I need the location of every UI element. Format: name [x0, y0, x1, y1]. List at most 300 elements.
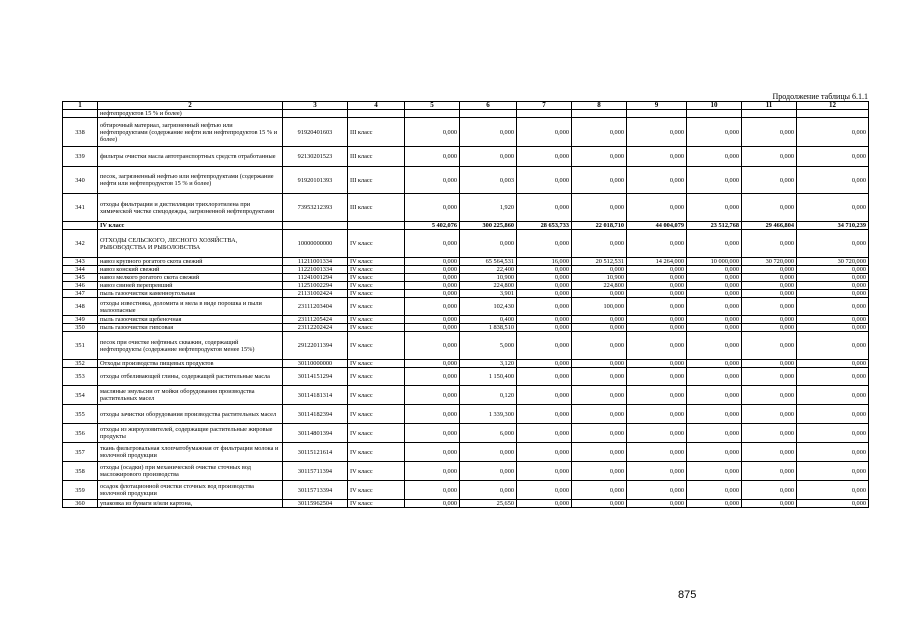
row-number-cell: 350	[63, 324, 98, 332]
value-cell: 300 225,860	[460, 222, 517, 230]
fkko-code-cell: 73953212393	[283, 194, 348, 222]
value-cell: 34 710,239	[797, 222, 869, 230]
hazard-class-cell: IV класс	[348, 258, 405, 266]
hazard-class-cell: IV класс	[348, 230, 405, 258]
fkko-code-cell	[283, 110, 348, 118]
value-cell: 0,000	[460, 230, 517, 258]
value-cell: 0,000	[405, 298, 460, 316]
value-cell: 0,000	[460, 147, 517, 167]
table-continuation-label: Продолжение таблицы 6.1.1	[772, 92, 868, 101]
value-cell: 0,000	[572, 316, 627, 324]
column-header: 12	[797, 102, 869, 110]
value-cell: 0,000	[797, 500, 869, 508]
waste-name-cell: отходы фильтрации и дистилляции трихлорэтилена при химической чистке спецодежды, загрязненной нефтепродуктами	[98, 194, 283, 222]
row-number-cell: 360	[63, 500, 98, 508]
row-number-cell: 356	[63, 424, 98, 443]
value-cell: 0,000	[572, 424, 627, 443]
value-cell: 1 339,300	[460, 405, 517, 424]
row-number-cell: 343	[63, 258, 98, 266]
value-cell: 0,000	[405, 194, 460, 222]
value-cell: 30 720,000	[742, 258, 797, 266]
value-cell: 0,000	[517, 332, 572, 360]
row-number-cell: 349	[63, 316, 98, 324]
fkko-code-cell: 23112202424	[283, 324, 348, 332]
value-cell: 0,000	[517, 405, 572, 424]
value-cell: 0,000	[627, 332, 687, 360]
value-cell: 0,000	[797, 324, 869, 332]
value-cell: 0,000	[742, 282, 797, 290]
value-cell	[627, 110, 687, 118]
value-cell: 0,000	[572, 332, 627, 360]
value-cell: 0,000	[517, 167, 572, 194]
value-cell: 0,000	[687, 405, 742, 424]
value-cell: 0,000	[797, 274, 869, 282]
fkko-code-cell: 11211001334	[283, 258, 348, 266]
row-number-cell: 339	[63, 147, 98, 167]
hazard-class-cell: IV класс	[348, 266, 405, 274]
value-cell: 0,000	[460, 481, 517, 500]
value-cell: 0,000	[797, 386, 869, 405]
value-cell	[517, 110, 572, 118]
value-cell: 0,003	[460, 167, 517, 194]
value-cell: 0,000	[687, 386, 742, 405]
value-cell: 0,000	[687, 266, 742, 274]
fkko-code-cell: 30114801394	[283, 424, 348, 443]
value-cell: 0,000	[687, 282, 742, 290]
waste-name-cell: ткань фильтровальная хлопчатобумажная от фильтрации молока и молочной продукции	[98, 443, 283, 462]
row-number-cell: 347	[63, 290, 98, 298]
fkko-code-cell: 30115121614	[283, 443, 348, 462]
waste-name-cell: отходы известняка, доломита и мела в виде порошка и пыли малоопасные	[98, 298, 283, 316]
table-row	[63, 386, 869, 405]
value-cell: 0,000	[572, 481, 627, 500]
value-cell: 0,000	[742, 405, 797, 424]
row-number-cell: 346	[63, 282, 98, 290]
waste-name-cell: масляные эмульсии от мойки оборудования производства растительных масел	[98, 386, 283, 405]
value-cell: 0,000	[572, 147, 627, 167]
value-cell: 0,000	[572, 167, 627, 194]
value-cell: 0,000	[627, 316, 687, 324]
table-row	[63, 147, 869, 167]
column-header: 6	[460, 102, 517, 110]
value-cell	[687, 110, 742, 118]
value-cell: 0,000	[742, 274, 797, 282]
value-cell: 0,120	[460, 386, 517, 405]
value-cell: 0,000	[572, 290, 627, 298]
waste-name-cell: ОТХОДЫ СЕЛЬСКОГО, ЛЕСНОГО ХОЗЯЙСТВА, РЫБОВОДСТВА И РЫБОЛОВСТВА	[98, 230, 283, 258]
waste-name-cell: навоз конский свежий	[98, 266, 283, 274]
value-cell: 0,000	[627, 118, 687, 147]
value-cell: 0,000	[627, 230, 687, 258]
hazard-class-cell: IV класс	[348, 332, 405, 360]
value-cell: 0,000	[687, 194, 742, 222]
value-cell: 5,000	[460, 332, 517, 360]
fkko-code-cell: 11251002294	[283, 282, 348, 290]
waste-name-cell: упаковка из бумаги и/или картона,	[98, 500, 283, 508]
value-cell: 0,000	[405, 290, 460, 298]
value-cell: 0,000	[687, 290, 742, 298]
value-cell: 0,000	[687, 424, 742, 443]
value-cell: 0,000	[405, 118, 460, 147]
hazard-class-cell: IV класс	[348, 324, 405, 332]
fkko-code-cell: 30114181314	[283, 386, 348, 405]
table-row	[63, 324, 869, 332]
column-header: 5	[405, 102, 460, 110]
value-cell: 0,000	[405, 274, 460, 282]
value-cell: 0,000	[517, 386, 572, 405]
value-cell: 0,000	[627, 298, 687, 316]
value-cell: 0,000	[405, 316, 460, 324]
value-cell: 0,000	[627, 266, 687, 274]
table-row	[63, 194, 869, 222]
hazard-class-cell: IV класс	[348, 298, 405, 316]
value-cell: 0,000	[797, 316, 869, 324]
value-cell: 0,000	[572, 194, 627, 222]
waste-name-cell: отходы отбеливающей глины, содержащей растительные масла	[98, 368, 283, 386]
value-cell: 0,000	[627, 443, 687, 462]
value-cell	[797, 110, 869, 118]
value-cell	[572, 110, 627, 118]
value-cell: 65 564,531	[460, 258, 517, 266]
value-cell: 0,000	[572, 405, 627, 424]
value-cell: 25,650	[460, 500, 517, 508]
fkko-code-cell: 91920401603	[283, 118, 348, 147]
value-cell: 0,000	[742, 147, 797, 167]
value-cell	[460, 110, 517, 118]
hazard-class-cell: IV класс	[348, 405, 405, 424]
table-row	[63, 266, 869, 274]
table-row	[63, 462, 869, 481]
value-cell	[405, 110, 460, 118]
value-cell: 0,000	[797, 194, 869, 222]
value-cell: 10,900	[460, 274, 517, 282]
hazard-class-cell: IV класс	[348, 500, 405, 508]
hazard-class-cell: IV класс	[348, 386, 405, 405]
table-row	[63, 222, 869, 230]
fkko-code-cell: 30110000000	[283, 360, 348, 368]
value-cell: 5 402,076	[405, 222, 460, 230]
column-header: 9	[627, 102, 687, 110]
waste-name-cell: навоз мелкого рогатого скота свежий	[98, 274, 283, 282]
table-row	[63, 282, 869, 290]
table-row	[63, 360, 869, 368]
value-cell: 0,000	[572, 360, 627, 368]
waste-name-cell: Отходы производства пищевых продуктов	[98, 360, 283, 368]
column-header: 8	[572, 102, 627, 110]
hazard-class-cell: IV класс	[348, 360, 405, 368]
value-cell: 0,000	[627, 405, 687, 424]
value-cell: 0,000	[797, 443, 869, 462]
value-cell: 224,800	[572, 282, 627, 290]
waste-name-cell: песок при очистке нефтяных скважин, содержащий нефтепродукты (содержание нефтепродуктов менее 15%)	[98, 332, 283, 360]
row-number-cell: 340	[63, 167, 98, 194]
table-row	[63, 316, 869, 324]
fkko-code-cell: 29122011394	[283, 332, 348, 360]
row-number-cell: 341	[63, 194, 98, 222]
value-cell: 0,000	[405, 230, 460, 258]
hazard-class-cell: IV класс	[348, 274, 405, 282]
fkko-code-cell: 11221001334	[283, 266, 348, 274]
table-row	[63, 405, 869, 424]
value-cell: 0,000	[460, 118, 517, 147]
table-row	[63, 290, 869, 298]
value-cell: 0,000	[627, 282, 687, 290]
value-cell: 0,000	[572, 230, 627, 258]
value-cell: 100,000	[572, 298, 627, 316]
table-row	[63, 332, 869, 360]
value-cell: 0,000	[797, 368, 869, 386]
table-row	[63, 424, 869, 443]
row-number-cell: 354	[63, 386, 98, 405]
value-cell: 0,000	[742, 230, 797, 258]
value-cell: 0,000	[517, 298, 572, 316]
waste-name-cell: отходы из жироуловителей, содержащие растительные жировые продукты	[98, 424, 283, 443]
fkko-code-cell: 30114182394	[283, 405, 348, 424]
table-row	[63, 274, 869, 282]
table-row	[63, 167, 869, 194]
row-number-cell	[63, 222, 98, 230]
value-cell: 0,000	[405, 282, 460, 290]
value-cell: 0,000	[797, 282, 869, 290]
value-cell: 224,800	[460, 282, 517, 290]
value-cell: 0,000	[797, 481, 869, 500]
value-cell: 10 000,000	[687, 258, 742, 266]
waste-name-cell: обтирочный материал, загрязненный нефтью или нефтепродуктами (содержание нефти или нефтепродуктов 15 % и более)	[98, 118, 283, 147]
waste-name-cell: фильтры очистки масла автотранспортных средств отработанные	[98, 147, 283, 167]
hazard-class-cell: IV класс	[348, 316, 405, 324]
value-cell: 10,900	[572, 274, 627, 282]
value-cell: 0,000	[627, 360, 687, 368]
value-cell: 0,000	[687, 274, 742, 282]
table-row	[63, 110, 869, 118]
value-cell: 0,000	[517, 316, 572, 324]
value-cell: 0,000	[572, 368, 627, 386]
value-cell: 22 018,710	[572, 222, 627, 230]
value-cell: 0,000	[517, 282, 572, 290]
row-number-cell	[63, 110, 98, 118]
waste-name-cell: отходы зачистки оборудования производства растительных масел	[98, 405, 283, 424]
value-cell: 14 264,000	[627, 258, 687, 266]
hazard-class-cell: III класс	[348, 118, 405, 147]
value-cell: 0,000	[572, 266, 627, 274]
value-cell: 6,000	[460, 424, 517, 443]
value-cell: 0,000	[797, 167, 869, 194]
value-cell: 0,000	[627, 386, 687, 405]
value-cell: 0,000	[742, 298, 797, 316]
value-cell: 0,000	[742, 481, 797, 500]
value-cell: 0,000	[742, 266, 797, 274]
value-cell: 0,000	[687, 230, 742, 258]
value-cell: 0,000	[572, 118, 627, 147]
value-cell: 0,000	[572, 462, 627, 481]
value-cell: 0,000	[405, 332, 460, 360]
hazard-class-cell: IV класс	[348, 424, 405, 443]
column-header: 4	[348, 102, 405, 110]
row-number-cell: 338	[63, 118, 98, 147]
value-cell: 0,000	[687, 324, 742, 332]
value-cell: 3,120	[460, 360, 517, 368]
value-cell: 0,000	[687, 443, 742, 462]
value-cell: 0,000	[687, 462, 742, 481]
header-row	[63, 102, 869, 110]
value-cell: 0,000	[517, 274, 572, 282]
value-cell: 0,000	[742, 462, 797, 481]
waste-table	[62, 101, 869, 508]
hazard-class-cell: IV класс	[348, 290, 405, 298]
value-cell: 0,000	[627, 462, 687, 481]
value-cell: 0,000	[572, 500, 627, 508]
value-cell: 0,000	[627, 424, 687, 443]
value-cell: 0,000	[687, 368, 742, 386]
value-cell: 0,000	[797, 332, 869, 360]
value-cell: 44 004,079	[627, 222, 687, 230]
fkko-code-cell: 21131002424	[283, 290, 348, 298]
value-cell: 102,430	[460, 298, 517, 316]
column-header: 1	[63, 102, 98, 110]
value-cell: 0,000	[742, 332, 797, 360]
value-cell: 0,000	[517, 290, 572, 298]
value-cell: 0,000	[797, 266, 869, 274]
fkko-code-cell	[283, 222, 348, 230]
value-cell: 0,000	[517, 360, 572, 368]
value-cell: 0,000	[627, 290, 687, 298]
value-cell: 0,000	[687, 360, 742, 368]
table-row	[63, 500, 869, 508]
table-row	[63, 118, 869, 147]
row-number-cell: 348	[63, 298, 98, 316]
table-row	[63, 443, 869, 462]
value-cell: 1,920	[460, 194, 517, 222]
table-row	[63, 368, 869, 386]
value-cell: 0,000	[687, 147, 742, 167]
value-cell: 0,000	[742, 290, 797, 298]
value-cell: 0,000	[797, 360, 869, 368]
hazard-class-cell: IV класс	[348, 462, 405, 481]
value-cell: 0,000	[405, 167, 460, 194]
hazard-class-cell: IV класс	[348, 282, 405, 290]
value-cell: 0,000	[517, 324, 572, 332]
value-cell: 0,000	[405, 368, 460, 386]
fkko-code-cell: 30114151294	[283, 368, 348, 386]
waste-name-cell: пыль газоочистки гипсовая	[98, 324, 283, 332]
value-cell: 0,000	[687, 298, 742, 316]
value-cell: 0,000	[405, 462, 460, 481]
value-cell: 0,000	[517, 147, 572, 167]
table-row	[63, 258, 869, 266]
fkko-code-cell: 30115713394	[283, 481, 348, 500]
waste-name-cell: осадок флотационной очистки сточных вод производства молочной продукции	[98, 481, 283, 500]
value-cell: 0,000	[742, 424, 797, 443]
fkko-code-cell: 11241001294	[283, 274, 348, 282]
column-header: 11	[742, 102, 797, 110]
value-cell: 16,000	[517, 258, 572, 266]
value-cell: 0,000	[517, 266, 572, 274]
value-cell: 0,000	[460, 462, 517, 481]
value-cell: 0,000	[742, 360, 797, 368]
value-cell: 0,000	[687, 316, 742, 324]
waste-name-cell: отходы (осадки) при механической очистке сточных вод масложирового производства	[98, 462, 283, 481]
value-cell: 0,000	[797, 298, 869, 316]
value-cell: 0,000	[405, 386, 460, 405]
row-number-cell: 345	[63, 274, 98, 282]
value-cell: 0,000	[797, 230, 869, 258]
value-cell: 0,000	[405, 258, 460, 266]
hazard-class-cell: IV класс	[348, 481, 405, 500]
value-cell: 0,000	[517, 500, 572, 508]
row-number-cell: 351	[63, 332, 98, 360]
value-cell: 0,000	[627, 274, 687, 282]
value-cell: 0,000	[797, 147, 869, 167]
value-cell: 0,000	[572, 443, 627, 462]
value-cell: 0,400	[460, 316, 517, 324]
row-number-cell: 342	[63, 230, 98, 258]
row-number-cell: 358	[63, 462, 98, 481]
fkko-code-cell: 92130201523	[283, 147, 348, 167]
value-cell: 0,000	[627, 324, 687, 332]
value-cell: 0,000	[687, 500, 742, 508]
value-cell: 0,000	[742, 316, 797, 324]
value-cell: 0,000	[687, 332, 742, 360]
row-number-cell: 353	[63, 368, 98, 386]
value-cell: 0,000	[405, 405, 460, 424]
table-row	[63, 230, 869, 258]
table-body	[63, 110, 869, 508]
value-cell: 29 466,804	[742, 222, 797, 230]
waste-name-cell: пыль газоочистки щебеночная	[98, 316, 283, 324]
value-cell: 0,000	[517, 194, 572, 222]
value-cell: 0,000	[517, 118, 572, 147]
value-cell: 0,000	[405, 324, 460, 332]
value-cell: 0,000	[572, 386, 627, 405]
page-number: 875	[678, 589, 697, 601]
value-cell: 0,000	[517, 462, 572, 481]
row-number-cell: 357	[63, 443, 98, 462]
row-number-cell: 344	[63, 266, 98, 274]
waste-name-cell: навоз свиней перепревший	[98, 282, 283, 290]
row-number-cell: 352	[63, 360, 98, 368]
row-number-cell: 359	[63, 481, 98, 500]
hazard-class-cell: III класс	[348, 194, 405, 222]
value-cell: 0,000	[797, 118, 869, 147]
value-cell: 0,000	[405, 266, 460, 274]
hazard-class-cell: III класс	[348, 167, 405, 194]
value-cell: 28 653,733	[517, 222, 572, 230]
fkko-code-cell: 23111205424	[283, 316, 348, 324]
value-cell: 0,000	[742, 500, 797, 508]
value-cell: 0,000	[687, 167, 742, 194]
value-cell: 0,000	[797, 424, 869, 443]
value-cell: 0,000	[742, 386, 797, 405]
column-header: 3	[283, 102, 348, 110]
table-row	[63, 481, 869, 500]
value-cell: 0,000	[797, 290, 869, 298]
hazard-class-cell: IV класс	[348, 368, 405, 386]
hazard-class-cell: IV класс	[348, 443, 405, 462]
waste-name-cell: нефтепродуктов 15 % и более)	[98, 110, 283, 118]
column-header: 7	[517, 102, 572, 110]
value-cell: 0,000	[517, 481, 572, 500]
value-cell: 0,000	[405, 443, 460, 462]
value-cell: 20 512,531	[572, 258, 627, 266]
value-cell: 0,000	[405, 360, 460, 368]
value-cell: 0,000	[517, 230, 572, 258]
value-cell: 0,000	[742, 443, 797, 462]
hazard-class-cell	[348, 110, 405, 118]
value-cell: 0,000	[627, 194, 687, 222]
fkko-code-cell: 23111203404	[283, 298, 348, 316]
waste-name-cell: IV класс	[98, 222, 283, 230]
value-cell: 0,000	[627, 368, 687, 386]
